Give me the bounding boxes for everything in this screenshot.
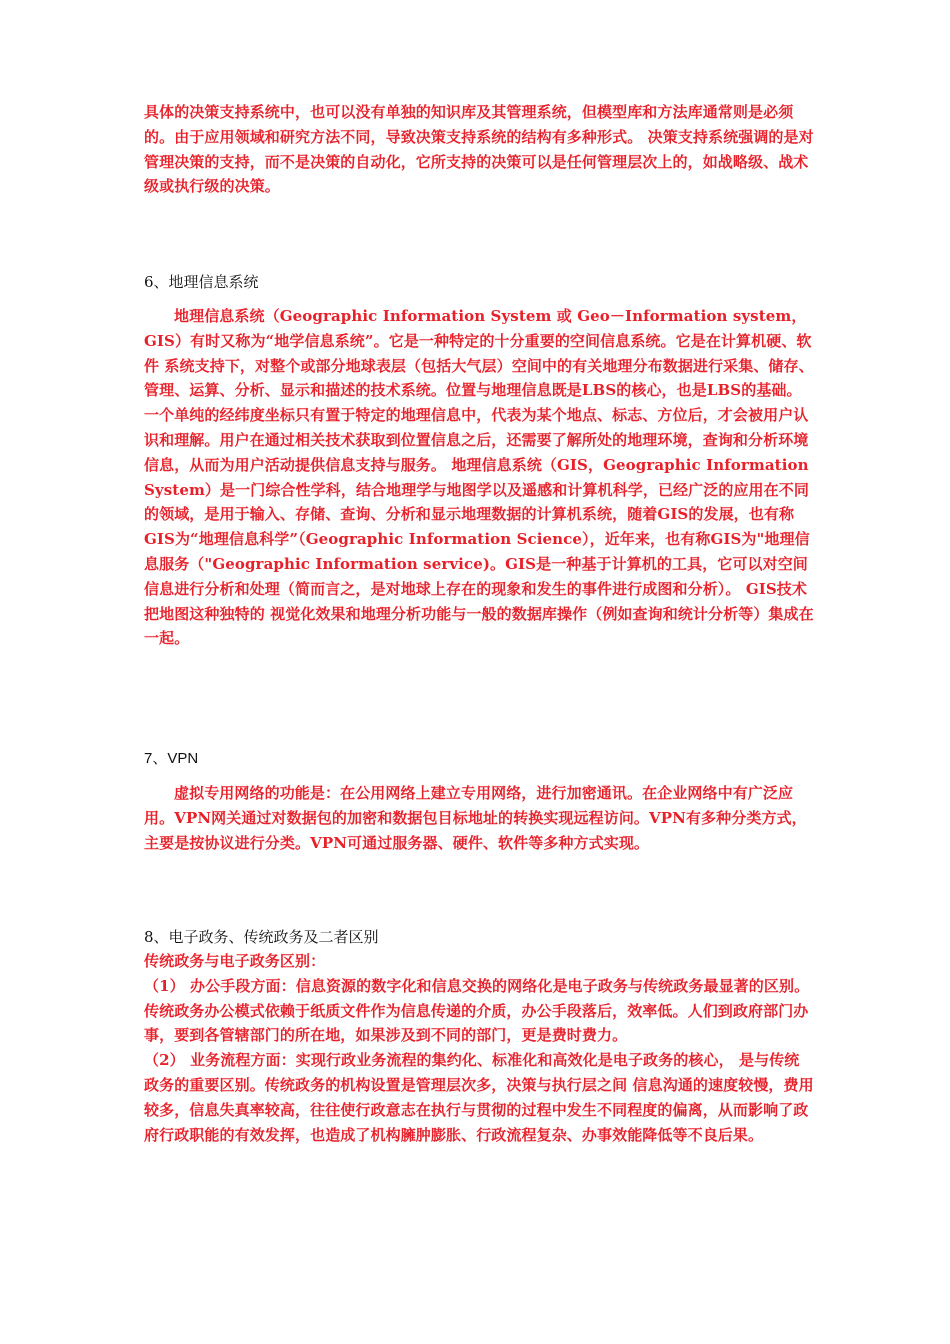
- section-7-heading: 7、VPN: [144, 750, 199, 767]
- section-8-heading: 8、电子政务、传统政务及二者区别: [144, 928, 379, 946]
- section-6-body: 地理信息系统（Geographic Information System 或 Geo－Information system，GIS）有时又称为“地学信息系统”。它是一种特定的十分重要的空间信息系统。它是在计算机硬、软件 系统支持下，对整个或部分地球表层（包括大气层）空间中的有关地理分布数据进行采集、储存、管理、运算、分析、显示和描述的技术系统。位置与地理信息既是LBS的核心，也是LBS的基础。一个单纯的经纬度坐标只有置于特定的地理信息中，代表为某个地点、标志、方位后，才会被用户认识和理解。用户在通过相关技术获取到位置信息之后，还需要了解所处的地理环境，查询和分析环境信息，从而为用户活动提供信息支持与服务。 地理信息系统（GIS，Geographic Information System）是一门综合性学科，结合地理学与地图学以及遥感和计算机科学，已经广泛的应用在不同的领域，是用于输入、存储、查询、分析和显示地理数据的计算机系统，随着GIS的发展，也有称GIS为“地理信息科学”（Geographic Information Science），近年来，也有称GIS为"地理信息服务（"Geographic Information service)。GIS是一种基于计算机的工具，它可以对空间信息进行分析和处理（简而言之，是对地球上存在的现象和发生的事件进行成图和分析）。 GIS技术把地图这种独特的 视觉化效果和地理分析功能与一般的数据库操作（例如查询和统计分析等）集成在一起。: [144, 307, 814, 648]
- section-6-heading: 6、地理信息系统: [144, 273, 259, 291]
- section-8-subheading: 传统政务与电子政务区别：: [144, 952, 326, 970]
- section-8-point-2: （2） 业务流程方面：实现行政业务流程的集约化、标准化和高效化是电子政务的核心， 是与传统政务的重要区别。传统政务的机构设置是管理层次多，决策与执行层之间 信息沟通的速度较慢，费用较多，信息失真率较高，往往使行政意志在执行与贯彻的过程中发生不同程度的偏离，从而影响了政府行政职能的有效发挥，也造成了机构臃肿膨胀、行政流程复杂、办事效能降低等不良后果。: [144, 1051, 814, 1144]
- intro-text: 具体的决策支持系统中，也可以没有单独的知识库及其管理系统，但模型库和方法库通常则是必须的。由于应用领域和研究方法不同，导致决策支持系统的结构有多种形式。 决策支持系统强调的是对管理决策的支持，而不是决策的自动化，它所支持的决策可以是任何管理层次上的，如战略级、战术级或执行级的决策。: [144, 103, 814, 196]
- section-7-body: 虚拟专用网络的功能是：在公用网络上建立专用网络，进行加密通讯。在企业网络中有广泛应用。VPN网关通过对数据包的加密和数据包目标地址的转换实现远程访问。VPN有多种分类方式，主要是按协议进行分类。VPN可通过服务器、硬件、软件等多种方式实现。: [144, 784, 807, 852]
- section-8-point-1: （1） 办公手段方面：信息资源的数字化和信息交换的网络化是电子政务与传统政务最显著的区别。传统政务办公模式依赖于纸质文件作为信息传递的介质，办公手段落后，效率低。人们到政府部门办事，要到各管辖部门的所在地，如果涉及到不同的部门，更是费时费力。: [144, 976, 810, 1045]
- section-8-body: [144, 949, 814, 1147]
- intro-paragraph: [144, 100, 814, 199]
